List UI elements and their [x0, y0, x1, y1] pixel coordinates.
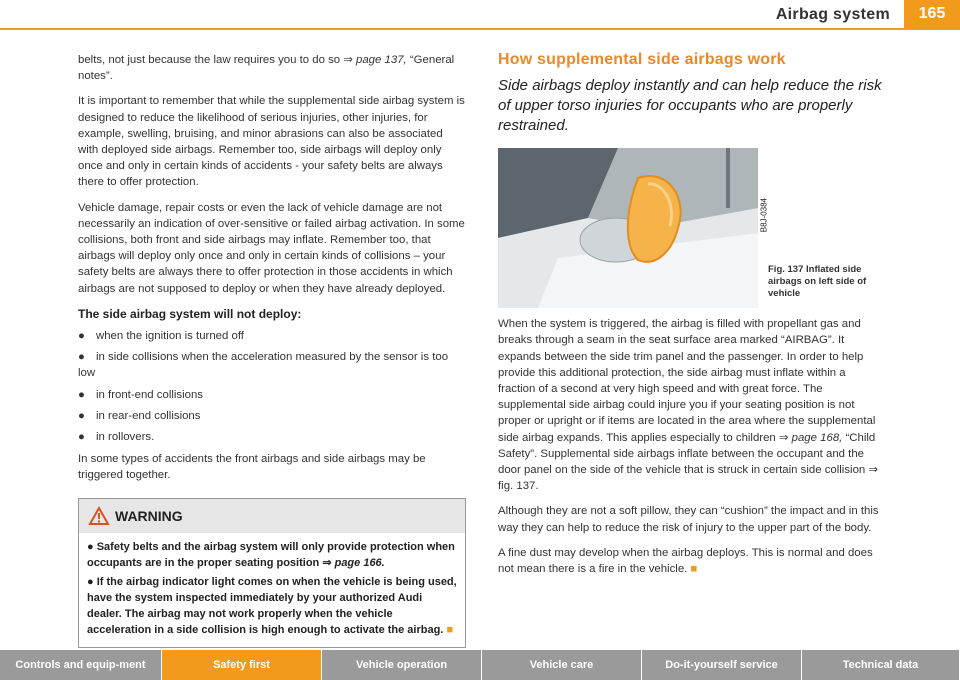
- page-header: [0, 0, 960, 30]
- tab-vehicle-operation[interactable]: Vehicle operation: [322, 650, 482, 680]
- end-mark-icon: ■: [690, 563, 698, 576]
- subheading: The side airbag system will not deploy:: [78, 306, 302, 321]
- paragraph: [78, 52, 466, 84]
- paragraph: [498, 545, 886, 577]
- tab-controls-and-equipment[interactable]: Controls and equip-ment: [0, 650, 162, 680]
- bullet-text: in side collisions when the acceleration measured by the sensor is too low: [78, 351, 449, 380]
- airbag-figure-image: [498, 148, 768, 308]
- bullet-item: [78, 328, 466, 344]
- tab-safety-first[interactable]: Safety first: [162, 650, 322, 680]
- section-title: Airbag system: [775, 6, 890, 23]
- bullet-item: [78, 408, 466, 424]
- bullet-item: [78, 429, 466, 445]
- footer-tab-bar: [0, 650, 960, 680]
- bullet-item: [78, 349, 466, 381]
- paragraph-text: belts, not just because the law requires you to do so ⇒: [78, 54, 357, 66]
- warning-text: If the airbag indicator light comes on when the vehicle is being used, have the system inspected immediately by your authorized Audi dealer. The airbag may not work properly when the vehicle acceleration in a side collision is high enough to activate the airbag.: [87, 575, 457, 636]
- paragraph-text: “Child Safety”. Supplemental side airbags inflate between the occupant and the door panel on the side of the vehicle that is struck in certain side collision ⇒ fig. 137.: [498, 431, 878, 493]
- tab-do-it-yourself-service[interactable]: Do-it-yourself service: [642, 650, 802, 680]
- warning-triangle-icon: [89, 507, 109, 525]
- bullet-icon: ●: [87, 575, 97, 588]
- warning-box: [78, 498, 466, 648]
- bullet-text: in rear-end collisions: [96, 409, 201, 422]
- warning-header: [79, 499, 465, 533]
- figure-caption: Fig. 137 Inflated side airbags on left side of vehicle: [768, 264, 867, 300]
- warning-title: WARNING: [115, 507, 183, 524]
- intro-text: Side airbags deploy instantly and can help reduce the risk of upper torso injuries for occupants who are properly restrained.: [498, 77, 882, 135]
- figure-row: [498, 148, 886, 308]
- paragraph: [498, 316, 886, 494]
- paragraph: It is important to remember that while the supplemental side airbag system is designed to reduce the likelihood of serious injuries, other injuries, for example, swelling, bruising, and minor abrasions can also be associated with deployed side airbags. Remember too, side airbags will deploy only once and only in certain kinds of accidents - your safety belts are always there to offer protection.: [78, 95, 465, 189]
- warning-body: [79, 533, 465, 638]
- warning-item: [87, 539, 457, 571]
- bullet-text: in front-end collisions: [96, 388, 203, 401]
- bullet-icon: ●: [78, 431, 85, 444]
- paragraph: Although they are not a soft pillow, they can “cushion” the impact and in this way they can help to reduce the risk of injury to the upper part of the body.: [498, 505, 879, 534]
- paragraph-text: “General notes”.: [78, 54, 455, 83]
- bullet-item: [78, 387, 466, 403]
- page-number: 165: [904, 0, 960, 28]
- page-reference-link[interactable]: page 166.: [334, 556, 385, 569]
- tab-vehicle-care[interactable]: Vehicle care: [482, 650, 642, 680]
- bullet-icon: ●: [87, 540, 97, 553]
- bullet-icon: ●: [78, 330, 85, 343]
- section-heading: How supplemental side airbags work: [498, 51, 786, 68]
- paragraph-text: When the system is triggered, the airbag is filled with propellant gas and breaks through a seam in the seat surface area marked “AIRBAG”. It expands between the side trim panel and the passenger. In order to help provide this additional protection, the side airbag must inflate within a fraction of a second at very high speed and with great force. The supplemental side airbag could injure you if your seating position is not proper or upright or if items are located in the area where the supplemental side airbag expands. This applies especially to children ⇒: [498, 318, 876, 444]
- paragraph: In some types of accidents the front airbags and side airbags may be triggered together.: [78, 453, 426, 482]
- warning-text: Safety belts and the airbag system will only provide protection when occupants are in the proper seating position ⇒: [87, 540, 455, 569]
- bullet-icon: ●: [78, 388, 85, 401]
- tab-technical-data[interactable]: Technical data: [802, 650, 960, 680]
- left-column: [78, 52, 466, 648]
- page-reference-link[interactable]: page 137,: [356, 54, 407, 66]
- page-reference-link[interactable]: page 168,: [791, 431, 843, 444]
- figure-code: B8J-0384: [759, 198, 768, 233]
- header-rule: [0, 28, 960, 30]
- paragraph-text: A fine dust may develop when the airbag deploys. This is normal and does not mean there is a fire in the vehicle.: [498, 546, 873, 576]
- car-illustration: [498, 148, 758, 308]
- bullet-icon: ●: [78, 409, 85, 422]
- bullet-icon: ●: [78, 351, 85, 364]
- right-column: [498, 52, 886, 586]
- bullet-text: when the ignition is turned off: [96, 330, 244, 343]
- warning-item: [87, 574, 457, 638]
- paragraph: Vehicle damage, repair costs or even the lack of vehicle damage are not necessarily an indication of over-sensitive or failed airbag activation. In some collisions, both front and side airbags may inflate. Remember too, that airbags will deploy only once and only in certain kinds of collisions – your safety belts are always there to offer protection in those accidents in which airbags are not supposed to deploy or when they have already deployed.: [78, 201, 465, 295]
- bullet-text: in rollovers.: [96, 431, 155, 444]
- end-mark-icon: ■: [446, 623, 454, 636]
